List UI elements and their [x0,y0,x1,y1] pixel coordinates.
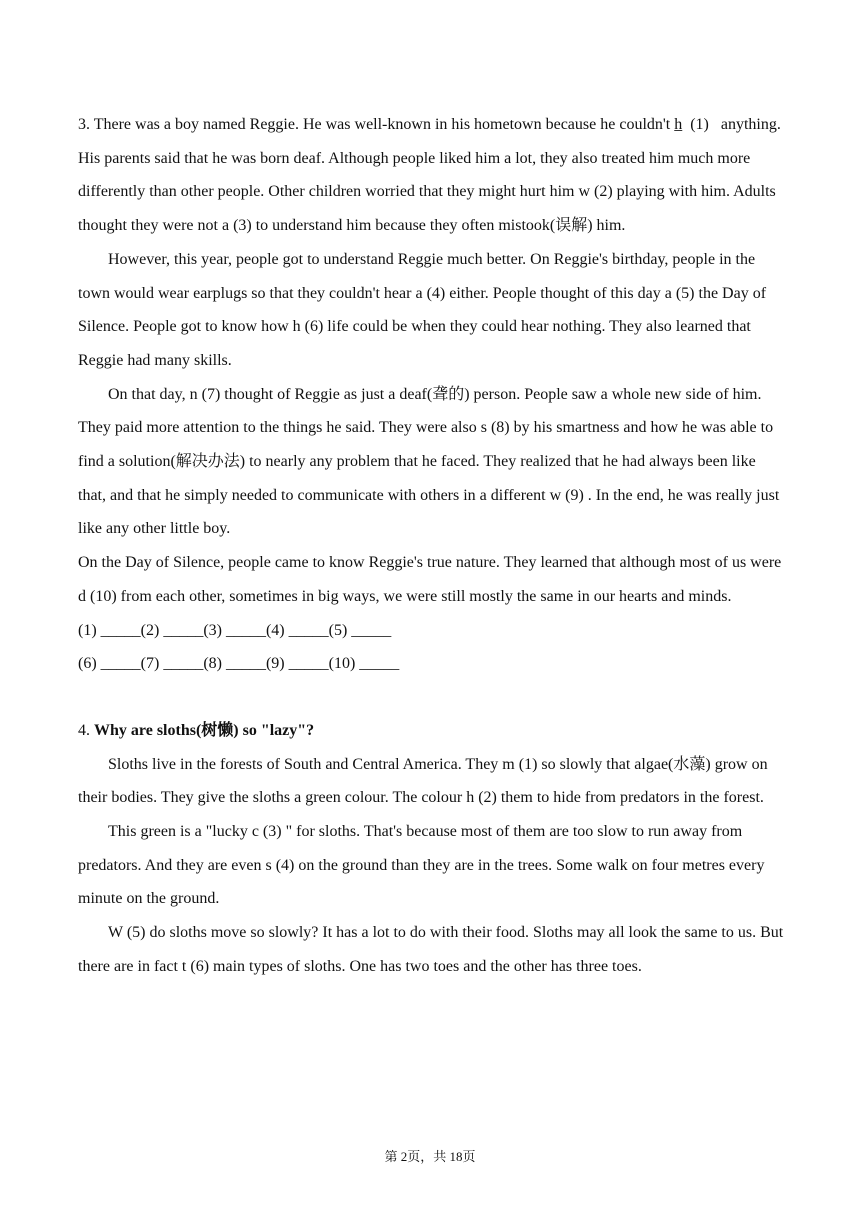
q3-paragraph-3: On that day, n (7) thought of Reggie as just a deaf(聋的) person. People saw a whole new side of him. They paid more attention to the things he said. They were also s (8) by his smartness and how he was able to find a solution(解决办法) to nearly any problem that he faced. They realized that he had always been like that, and that he simply needed to communicate with others in a different w (9) . In the end, he was really just like any other little boy. [78,385,780,538]
q3-answer-line-1: (1) _____(2) _____(3) _____(4) _____(5) _____ [78,621,392,639]
spacer [78,681,786,714]
q4-heading [78,714,786,748]
q4-paragraph-3: W (5) do sloths move so slowly? It has a lot to do with their food. Sloths may all look the same to us. But there are in fact t (6) main types of sloths. One has two toes and the other has three toes. [78,924,784,975]
q4-paragraph-1: Sloths live in the forests of South and Central America. They m (1) so slowly that algae(水藻) grow on their bodies. They give the sloths a green colour. The colour h (2) them to hide from predators in the forest. [78,755,768,807]
q4-number: 4. [78,721,94,739]
q3-paragraph-4: On the Day of Silence, people came to know Reggie's true nature. They learned that although most of us were d (10) from each other, sometimes in big ways, we were still mostly the same in our hearts and minds. [78,554,782,605]
q4-paragraph-2: This green is a "lucky c (3) " for sloths. That's because most of them are too slow to run away from predators. And they are even s (4) on the ground than they are in the trees. Some walk on four metres every minute on the ground. [78,823,765,908]
page-footer: 第 2页，共 18页 [384,1149,476,1164]
document-page [78,108,786,984]
q3-paragraph-2: However, this year, people got to understand Reggie much better. On Reggie's birthday, people in the town would wear earplugs so that they couldn't hear a (4) either. People thought of this day a (5) the Day of Silence. People got to know how h (6) life could be when they could hear nothing. They also learned that Reggie had many skills. [78,250,767,369]
q3-answer-line-2: (6) _____(7) _____(8) _____(9) _____(10) _____ [78,655,400,673]
q3-paragraph-1: 3. There was a boy named Reggie. He was well-known in his hometown because he couldn't h̲ (1) anything. His parents said that he was born deaf. Although people liked him a lot, they also treated him much more differently than other people. Other children worried that they might hurt him w (2) playing with him. Adults thought they were not a (3) to understand him because they often mistook(误解) him. [78,116,781,235]
q4-title: Why are sloths(树懒) so "lazy"? [94,721,315,739]
